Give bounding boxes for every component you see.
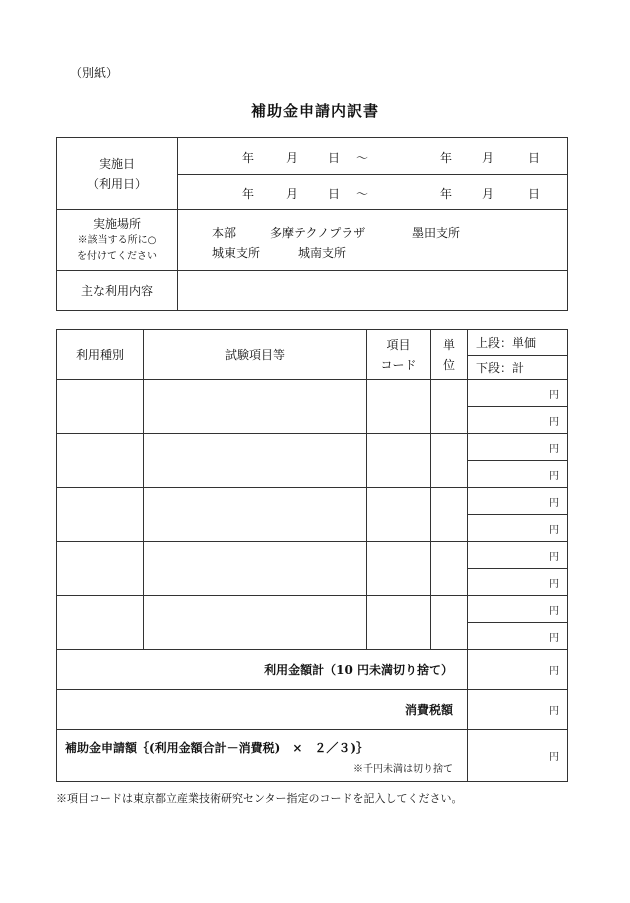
subtotal-cell[interactable]: 円	[468, 569, 568, 596]
footer-note: ※項目コードは東京都立産業技術研究センター指定のコードを記入してください。	[56, 792, 463, 805]
usage-total-value[interactable]: 円	[468, 650, 568, 690]
item-code-cell[interactable]	[367, 380, 431, 434]
col-header-unit	[431, 330, 468, 380]
item-type-cell[interactable]	[57, 434, 144, 488]
location-hint-2: を付けてください	[77, 251, 157, 262]
item-test-cell[interactable]	[144, 488, 367, 542]
item-code-cell[interactable]	[367, 596, 431, 650]
col-header-unit-1: 単	[442, 337, 455, 352]
location-label-cell	[57, 210, 178, 271]
main-use-input[interactable]	[178, 271, 568, 311]
unit-price-cell[interactable]: 円	[468, 542, 568, 569]
tilde-label: ～	[356, 187, 369, 201]
unit-price-cell[interactable]: 円	[468, 596, 568, 623]
month-label: 月	[286, 187, 299, 201]
period-label-cell	[57, 138, 178, 210]
item-type-cell[interactable]	[57, 596, 144, 650]
col-header-code	[367, 330, 431, 380]
item-unit-cell[interactable]	[431, 380, 468, 434]
col-header-code-1: 項目	[386, 337, 411, 352]
col-header-price-bottom: 下段：計	[468, 356, 568, 380]
year-label: 年	[440, 187, 453, 201]
subtotal-cell[interactable]: 円	[468, 515, 568, 542]
day-label: 日	[528, 151, 541, 165]
item-unit-cell[interactable]	[431, 542, 468, 596]
item-test-cell[interactable]	[144, 596, 367, 650]
item-test-cell[interactable]	[144, 434, 367, 488]
tax-label: 消費税額	[57, 690, 468, 730]
subsidy-label: 補助金申請額｛(利用金額合計－消費税) × ２／３)｝	[65, 740, 369, 755]
day-label: 日	[528, 187, 541, 201]
day-label: 日	[328, 151, 341, 165]
main-use-label-cell	[57, 271, 178, 311]
item-unit-cell[interactable]	[431, 434, 468, 488]
day-label: 日	[328, 187, 341, 201]
location-label: 実施場所	[92, 217, 141, 231]
period-row-1[interactable]	[178, 138, 568, 175]
location-option-tama[interactable]: 多摩テクノプラザ	[270, 226, 366, 240]
month-label: 月	[482, 151, 495, 165]
page-title: 補助金申請内訳書	[250, 102, 379, 120]
item-type-cell[interactable]	[57, 380, 144, 434]
location-option-joto[interactable]: 城東支所	[212, 246, 261, 260]
item-code-cell[interactable]	[367, 488, 431, 542]
unit-price-cell[interactable]: 円	[468, 434, 568, 461]
period-sublabel: （利用日）	[86, 176, 147, 191]
location-options	[178, 210, 568, 271]
items-table	[56, 329, 568, 782]
unit-price-cell[interactable]: 円	[468, 488, 568, 515]
main-use-label: 主な利用内容	[80, 284, 153, 298]
tilde-label: ～	[356, 151, 369, 165]
col-header-code-2: コード	[380, 357, 417, 372]
attachment-label: （別紙）	[70, 66, 119, 80]
location-option-sumida[interactable]: 墨田支所	[412, 226, 461, 240]
item-test-cell[interactable]	[144, 380, 367, 434]
subsidy-value[interactable]: 円	[468, 730, 568, 782]
usage-total-label: 利用金額計（10 円未満切り捨て）	[57, 650, 468, 690]
month-label: 月	[482, 187, 495, 201]
period-label: 実施日	[98, 156, 135, 171]
col-header-type: 利用種別	[57, 330, 144, 380]
item-type-cell[interactable]	[57, 542, 144, 596]
tax-value[interactable]: 円	[468, 690, 568, 730]
subtotal-cell[interactable]: 円	[468, 407, 568, 434]
item-code-cell[interactable]	[367, 542, 431, 596]
unit-price-cell[interactable]: 円	[468, 380, 568, 407]
subtotal-cell[interactable]: 円	[468, 461, 568, 488]
subtotal-cell[interactable]: 円	[468, 623, 568, 650]
year-label: 年	[242, 187, 255, 201]
col-header-test: 試験項目等	[144, 330, 367, 380]
month-label: 月	[286, 151, 299, 165]
col-header-price-top: 上段：単価	[468, 330, 568, 356]
subsidy-label-cell	[57, 730, 468, 782]
item-test-cell[interactable]	[144, 542, 367, 596]
item-unit-cell[interactable]	[431, 488, 468, 542]
subsidy-note: ※千円未満は切り捨て	[353, 763, 453, 775]
period-row-2[interactable]	[178, 175, 568, 210]
location-option-honbu[interactable]: 本部	[212, 226, 237, 240]
header-table	[56, 137, 568, 311]
item-code-cell[interactable]	[367, 434, 431, 488]
year-label: 年	[440, 151, 453, 165]
location-option-jonan[interactable]: 城南支所	[298, 246, 347, 260]
item-unit-cell[interactable]	[431, 596, 468, 650]
year-label: 年	[242, 151, 255, 165]
location-hint-1: ※該当する所に○	[77, 235, 157, 246]
col-header-unit-2: 位	[442, 357, 455, 372]
item-type-cell[interactable]	[57, 488, 144, 542]
